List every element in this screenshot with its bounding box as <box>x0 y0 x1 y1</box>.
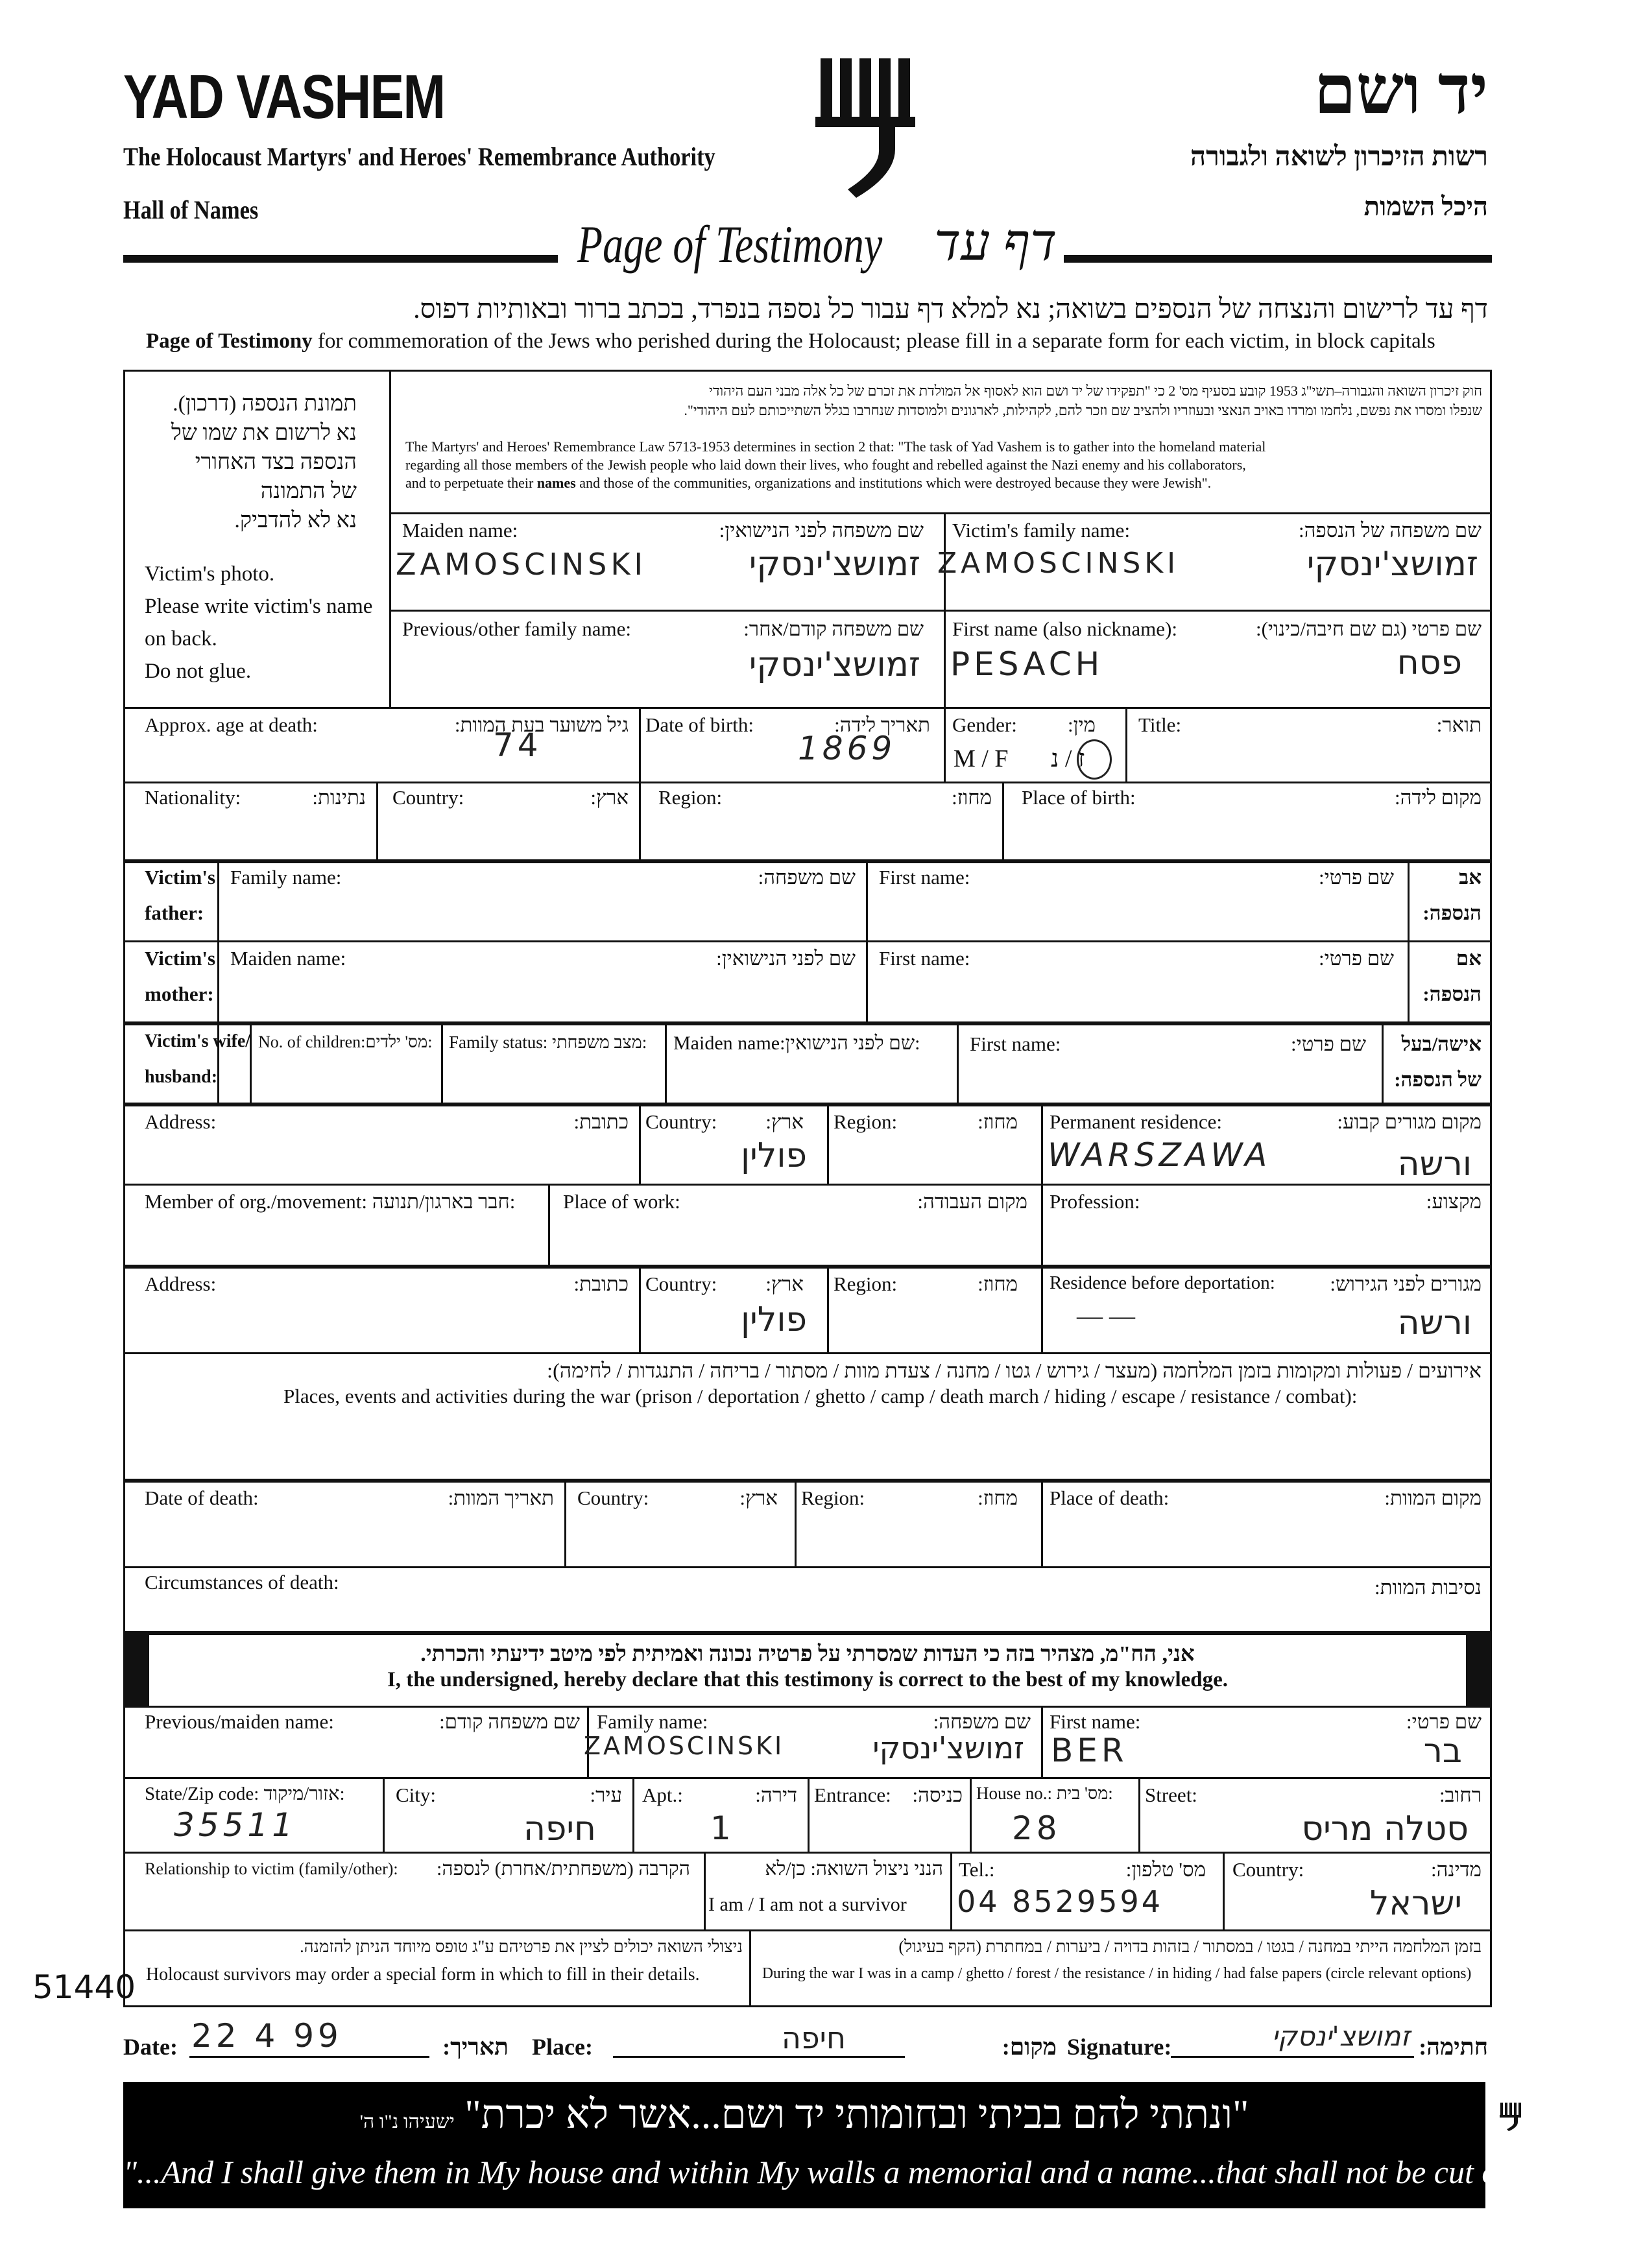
footer-verse-en: "...And I shall give them in My house and within My walls a memorial and a name...that shall not be cut off" Isaiah, 56:5 <box>123 2154 1632 2190</box>
residence-country-value[interactable]: פולין <box>741 1136 807 1175</box>
relationship-label: Relationship to victim (family/other): <box>145 1859 398 1878</box>
residence-region-label: Region: <box>834 1110 898 1133</box>
address-label: Address: <box>145 1110 217 1133</box>
yad-vashem-logo-icon <box>808 52 924 201</box>
photo-instructions-he: תמונת הנספה (דרכון). נא לרשום את שמו של הנספה בצד האחורי של התמונה נא לא להדביק. <box>171 392 357 532</box>
form-title-en: Page of Testimony <box>577 215 883 274</box>
survivor-note-en: Holocaust survivors may order a special form in which to fill in their details. <box>146 1964 700 1985</box>
zip-label: State/Zip code: אזור/מיקוד: <box>145 1784 345 1804</box>
residence-before-deportation-value[interactable]: ורשה <box>1397 1304 1472 1343</box>
place-label: Place: <box>532 2034 593 2060</box>
father-label: Victim's <box>145 866 216 889</box>
survivor-note-he: ניצולי השואה יכולים לציין את פרטיהם ע"ג טופס מיוחד הניתן להזמנה. <box>300 1937 743 1956</box>
previous-family-name-label: Previous/other family name: <box>402 617 631 640</box>
street-label: Street: <box>1145 1784 1197 1806</box>
date-label: Date: <box>123 2034 178 2060</box>
victim-family-name-label: Victim's family name: <box>952 519 1131 542</box>
deportation-country-label: Country: <box>645 1272 717 1295</box>
apt-label-he: דירה: <box>755 1784 797 1806</box>
survivor-label-en[interactable]: I am / I am not a survivor <box>708 1894 907 1915</box>
place-of-death-label: Place of death: <box>1050 1486 1170 1509</box>
declaration-bar-right <box>1466 1633 1492 1706</box>
zip-value[interactable]: 35511 <box>174 1806 297 1844</box>
gender-label: Gender: <box>952 713 1017 736</box>
mother-label-he-2: הנספה: <box>1422 983 1482 1005</box>
mother-maiden-name-label: Maiden name: <box>230 947 346 970</box>
death-country-label-he: ארץ: <box>739 1486 778 1509</box>
country-value[interactable]: ישראל <box>1369 1884 1462 1923</box>
permanent-residence-label-he: מקום מגורים קבוע: <box>1337 1110 1482 1133</box>
tel-label-he: מס' טלפון: <box>1125 1858 1206 1881</box>
birth-region-label-he: מחוז: <box>952 786 992 809</box>
father-family-name-label-he: שם משפחה: <box>758 866 856 889</box>
org-name-he: יד ושם <box>1314 53 1488 128</box>
signature-label-he: חתימה: <box>1419 2034 1488 2060</box>
mother-first-name-label: First name: <box>879 947 970 970</box>
residence-before-deportation-label-he: מגורים לפני הגירוש: <box>1330 1272 1482 1295</box>
residence-before-deportation-ditto[interactable]: — — <box>1077 1301 1135 1330</box>
previous-family-name-label-he: שם משפחה קודם/אחר: <box>743 617 924 640</box>
father-label-2: father: <box>145 901 204 924</box>
spouse-label-he: אישה/בעל <box>1401 1033 1482 1055</box>
age-value[interactable]: 74 <box>493 726 542 764</box>
gender-circle-mark <box>1077 739 1112 780</box>
dob-value[interactable]: 1869 <box>798 730 896 767</box>
place-of-work-label: Place of work: <box>563 1190 680 1213</box>
nationality-label: Nationality: <box>145 786 241 809</box>
victim-family-name-value[interactable]: ZAMOSCINSKI <box>937 547 1180 580</box>
maiden-name-value[interactable]: ZAMOSCINSKI <box>396 547 647 582</box>
maiden-name-label-he: שם משפחה לפני הנישואין: <box>719 519 924 542</box>
deportation-country-value[interactable]: פולין <box>741 1300 807 1339</box>
deportation-region-label: Region: <box>834 1272 898 1295</box>
city-label: City: <box>396 1784 437 1806</box>
photo-instructions-en: Victim's photo. Please write victim's name on back. Do not glue. <box>145 562 373 683</box>
deportation-address-label-he: כתובת: <box>573 1272 629 1295</box>
circumstances-label: Circumstances of death: <box>145 1571 339 1594</box>
footer-verse-he: "ונתתי להם בביתי ובחומותי יד ושם...אשר לא יכרת" ישעיהו נ"ו ה' <box>359 2093 1249 2137</box>
street-value[interactable]: סטלה מריס <box>1301 1809 1469 1848</box>
mother-label-2: mother: <box>145 983 214 1005</box>
profession-label: Profession: <box>1050 1190 1140 1213</box>
instructions-he: דף עד לרישום והנצחה של הנספים בשואה; נא למלא דף עבור כל נספה בנפרד, בכתב ברור ובאותיות דפוס. <box>413 294 1488 324</box>
spouse-first-name-label: First name: <box>970 1033 1061 1055</box>
submitter-first-name-value-he[interactable]: בר <box>1423 1732 1462 1771</box>
footer-verse-band <box>123 2082 1632 2208</box>
maiden-name-label: Maiden name: <box>402 519 518 542</box>
margin-number: 51440 <box>32 1968 136 2006</box>
date-value[interactable]: 22 4 99 <box>191 2017 342 2055</box>
signature-label: Signature: <box>1067 2034 1172 2060</box>
hall-of-names-he: היכל השמות <box>1363 192 1488 221</box>
submitter-previous-name-label: Previous/maiden name: <box>145 1710 334 1733</box>
first-name-value[interactable]: PESACH <box>950 645 1104 683</box>
permanent-residence-value[interactable]: WARSZAWA <box>1048 1136 1271 1174</box>
submitter-family-name-label-he: שם משפחה: <box>933 1710 1031 1733</box>
spouse-label: Victim's wife/ <box>145 1031 251 1051</box>
deportation-address-label: Address: <box>145 1272 217 1295</box>
yad-vashem-small-logo-icon <box>1498 2101 1522 2132</box>
maiden-name-value-he[interactable]: זמושצ'ינסקי <box>749 545 920 584</box>
permanent-residence-value-he[interactable]: ורשה <box>1397 1145 1472 1184</box>
residence-country-label: Country: <box>645 1110 717 1133</box>
entrance-label-he: כניסה: <box>912 1784 963 1806</box>
survivor-label-he: הנני ניצול השואה: כן/לא <box>765 1858 943 1880</box>
father-first-name-label-he: שם פרטי: <box>1319 866 1394 889</box>
spouse-label-he-2: של הנספה: <box>1394 1068 1482 1091</box>
war-events-label-he: אירועים / פעולות ומקומות בזמן המלחמה (מעצר / גירוש / גטו / מחנה / צעדת מוות / מסתור / בריחה / התנגדות / לחימה): <box>547 1359 1482 1382</box>
title-rule-right <box>1064 255 1492 263</box>
entrance-label: Entrance: <box>814 1784 891 1806</box>
submitter-family-name-value-he[interactable]: זמושצ'ינסקי <box>872 1730 1024 1765</box>
submitter-family-name-value[interactable]: ZAMOSCINSKI <box>584 1732 785 1760</box>
house-no-value[interactable]: 28 <box>1012 1809 1061 1847</box>
spouse-maiden-name-label: Maiden name:שם לפני הנישואין: <box>673 1033 920 1054</box>
apt-value[interactable]: 1 <box>710 1809 735 1847</box>
place-of-death-label-he: מקום המוות: <box>1384 1486 1482 1509</box>
instructions-en: Page of Testimony for commemoration of the Jews who perished during the Holocaust; please fill in a separate form for each victim, in block capitals <box>146 329 1435 353</box>
house-no-label: House no.: מס' בית: <box>976 1784 1113 1803</box>
relationship-label-he: הקרבה (משפחתית/אחרת) לנספה: <box>437 1858 690 1880</box>
war-status-he: בזמן המלחמה הייתי במחנה / בגטו / במסתור / בזהות בדויה / ביערות / במחתרת (הקף בעיגול) <box>898 1937 1482 1956</box>
dob-label-he: תאריך לידה: <box>834 713 930 736</box>
war-events-label-en: Places, events and activities during the war (prison / deportation / ghetto / camp / death march / hiding / escape / resistance / combat): <box>283 1385 1358 1407</box>
title-label: Title: <box>1138 713 1182 736</box>
place-of-birth-label: Place of birth: <box>1022 786 1136 809</box>
place-of-work-label-he: מקום העבודה: <box>917 1190 1027 1213</box>
gender-options[interactable]: M / F <box>954 745 1009 772</box>
org-name-en: YAD VASHEM <box>123 62 445 132</box>
submitter-first-name-label-he: שם פרטי: <box>1406 1710 1482 1733</box>
mother-first-name-label-he: שם פרטי: <box>1319 947 1394 970</box>
country-label: Country: <box>1232 1858 1304 1881</box>
authority-he: רשות הזיכרון לשואה ולגבורה <box>1190 142 1488 172</box>
city-label-he: עיר: <box>590 1784 622 1806</box>
first-name-value-he[interactable]: פסח <box>1397 643 1462 682</box>
war-status-en: During the war I was in a camp / ghetto / forest / the resistance / in hiding / had false papers (circle relevant options) <box>762 1965 1472 1982</box>
family-status-label: Family status: מצב משפחתי: <box>449 1033 647 1052</box>
submitter-previous-name-label-he: שם משפחה קודם: <box>439 1710 580 1733</box>
mother-label-he: אם <box>1456 947 1482 970</box>
father-label-he-2: הנספה: <box>1422 901 1482 924</box>
date-of-death-label-he: תאריך המוות: <box>448 1486 554 1509</box>
spouse-label-2: husband: <box>145 1067 218 1087</box>
death-country-label: Country: <box>577 1486 649 1509</box>
gender-label-he: מין: <box>1067 713 1096 736</box>
birth-country-label: Country: <box>392 786 464 809</box>
mother-maiden-name-label-he: שם לפני הנישואין: <box>716 947 856 970</box>
father-first-name-label: First name: <box>879 866 970 889</box>
spouse-first-name-label-he: שם פרטי: <box>1291 1033 1366 1055</box>
father-family-name-label: Family name: <box>230 866 342 889</box>
member-org-label: Member of org./movement: חבר בארגון/תנועה: <box>145 1190 516 1213</box>
death-region-label: Region: <box>801 1486 865 1509</box>
residence-country-label-he: ארץ: <box>765 1110 804 1133</box>
children-label: No. of children:מס' ילדים: <box>258 1033 433 1051</box>
permanent-residence-label: Permanent residence: <box>1050 1110 1222 1133</box>
residence-before-deportation-label: Residence before deportation: <box>1050 1272 1275 1293</box>
deportation-country-label-he: ארץ: <box>765 1272 804 1295</box>
mother-label: Victim's <box>145 947 216 970</box>
submitter-first-name-label: First name: <box>1050 1710 1141 1733</box>
country-label-he: מדינה: <box>1431 1858 1482 1881</box>
declaration-en: I, the undersigned, hereby declare that this testimony is correct to the best of my knowledge. <box>387 1668 1229 1691</box>
form-title-he: דף עד <box>934 215 1057 272</box>
title-label-he: תואר: <box>1436 713 1482 736</box>
apt-label: Apt.: <box>642 1784 683 1806</box>
deportation-region-label-he: מחוז: <box>978 1272 1018 1295</box>
nationality-label-he: נתינות: <box>312 786 366 809</box>
birth-region-label: Region: <box>658 786 723 809</box>
street-label-he: רחוב: <box>1439 1784 1482 1806</box>
place-label-he: מקום: <box>1002 2034 1057 2060</box>
date-label-he: תאריך: <box>442 2034 509 2060</box>
circumstances-label-he: נסיבות המוות: <box>1374 1576 1482 1599</box>
law-text-en: The Martyrs' and Heroes' Remembrance Law 5713-1953 determines in section 2 that: "The task of Yad Vashem is to gather into the homeland material regarding all those members of the Jewish people who laid down their lives, who fought and rebelled against the Nazi enemy and his collaborators, and to perpetuate their names and those of the communities, organizations and institutions which were destroyed because they were Jewish". <box>405 438 1266 491</box>
tel-label: Tel.: <box>959 1858 995 1881</box>
authority-en: The Holocaust Martyrs' and Heroes' Remembrance Authority <box>123 142 715 171</box>
victim-family-name-label-he: שם משפחה של הנספה: <box>1299 519 1482 542</box>
declaration-he: אני, הח"מ, מצהיר בזה כי העדות שמסרתי על פרטיה נכונה ואמיתית לפי מיטב ידיעתי והכרתי. <box>420 1642 1195 1666</box>
death-region-label-he: מחוז: <box>978 1486 1018 1509</box>
title-rule-left <box>123 255 558 263</box>
declaration-bar-left <box>123 1633 149 1706</box>
first-name-label: First name (also nickname): <box>952 617 1177 640</box>
father-label-he: אב <box>1459 866 1482 889</box>
residence-region-label-he: מחוז: <box>978 1110 1018 1133</box>
address-label-he: כתובת: <box>573 1110 629 1133</box>
gender-options-he[interactable]: ז / נ <box>1051 745 1085 772</box>
submitter-first-name-value[interactable]: BER <box>1051 1732 1128 1769</box>
dob-label: Date of birth: <box>645 713 754 736</box>
place-value[interactable]: חיפה <box>781 2020 846 2055</box>
submitter-family-name-label: Family name: <box>597 1710 708 1733</box>
profession-label-he: מקצוע: <box>1426 1190 1482 1213</box>
place-of-birth-label-he: מקום לידה: <box>1395 786 1482 809</box>
victim-family-name-value-he[interactable]: זמושצ'ינסקי <box>1306 545 1478 584</box>
city-value[interactable]: חיפה <box>523 1809 596 1848</box>
age-label-he: גיל משוער בעת המוות: <box>454 713 629 736</box>
age-label: Approx. age at death: <box>145 713 318 736</box>
previous-family-name-value[interactable]: זמושצ'ינסקי <box>749 645 920 684</box>
tel-value[interactable]: 04 8529594 <box>957 1884 1164 1919</box>
first-name-label-he: שם פרטי (גם שם חיבה/כינוי): <box>1255 617 1482 640</box>
signature-value[interactable]: זמושצ'ינסקי <box>1271 2020 1410 2052</box>
hall-of-names-en: Hall of Names <box>123 195 259 224</box>
law-text-he: חוק זיכרון השואה והגבורה–תשי"ג 1953 קובע בסעיף מס' 2 כי "תפקידו של יד ושם הוא לאסוף אל המולדת את זכרם של כל אלה מבני העם היהודי שנפלו ומסרו את נפשם, נלחמו ומרדו באויב הנאצי ובעוזריו ולהציב שם וזכר להם, לקהילות, לארגונים ולמוסדות שנחרבו בגלל השתייכותם לעם היהודי". <box>684 383 1482 418</box>
birth-country-label-he: ארץ: <box>590 786 629 809</box>
date-of-death-label: Date of death: <box>145 1486 259 1509</box>
